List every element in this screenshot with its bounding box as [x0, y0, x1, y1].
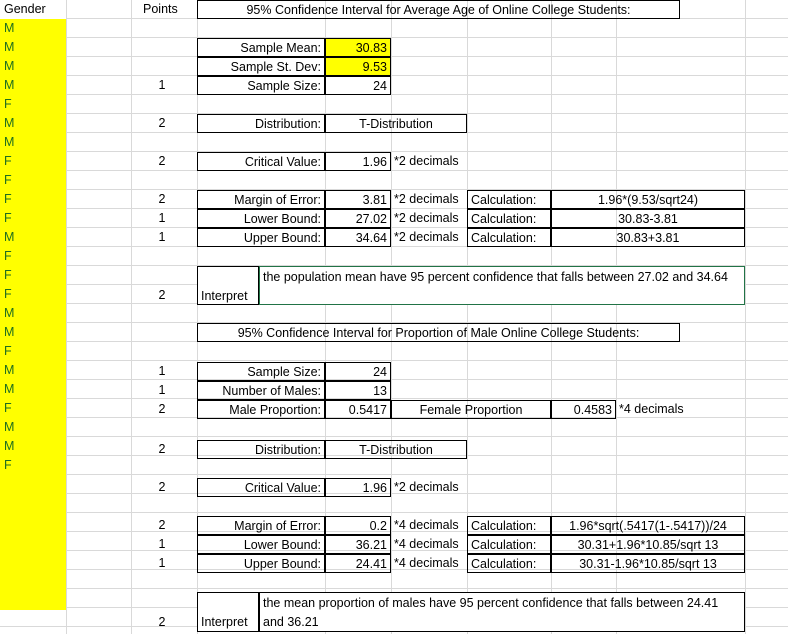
- upper-bound-value[interactable]: 24.41: [325, 554, 391, 573]
- gender-cell[interactable]: M: [0, 437, 66, 456]
- distribution-value[interactable]: T-Distribution: [325, 440, 467, 459]
- gridline: [745, 0, 746, 634]
- upper-bound-label[interactable]: Upper Bound:: [197, 228, 325, 247]
- sample-size-value[interactable]: 24: [325, 76, 391, 95]
- distribution-label[interactable]: Distribution:: [197, 114, 325, 133]
- gender-cell[interactable]: [0, 475, 66, 494]
- female-proportion-value[interactable]: 0.4583: [551, 400, 616, 419]
- male-proportion-value[interactable]: 0.5417: [325, 400, 391, 419]
- gridline: [66, 0, 67, 634]
- interpret-label[interactable]: Interpret: [197, 266, 259, 305]
- margin-of-error-value[interactable]: 0.2: [325, 516, 391, 535]
- gender-cell[interactable]: F: [0, 399, 66, 418]
- gender-cell[interactable]: M: [0, 19, 66, 38]
- gridline: [0, 588, 788, 589]
- gridline: [0, 94, 788, 95]
- margin-of-error-label[interactable]: Margin of Error:: [197, 190, 325, 209]
- distribution-value[interactable]: T-Distribution: [325, 114, 467, 133]
- sample-size-value[interactable]: 24: [325, 362, 391, 381]
- margin-of-error-label[interactable]: Margin of Error:: [197, 516, 325, 535]
- points-cell[interactable]: 2: [158, 402, 166, 416]
- calculation-label[interactable]: Calculation:: [467, 228, 551, 247]
- decimals-note[interactable]: *2 decimals: [394, 192, 459, 206]
- gridline: [0, 474, 788, 475]
- points-header[interactable]: Points: [143, 2, 178, 16]
- points-cell[interactable]: 2: [158, 615, 166, 629]
- lower-bound-label[interactable]: Lower Bound:: [197, 535, 325, 554]
- calculation-label[interactable]: Calculation:: [467, 535, 551, 554]
- points-cell[interactable]: 1: [158, 230, 166, 244]
- points-cell[interactable]: 2: [158, 518, 166, 532]
- points-cell[interactable]: 2: [158, 288, 166, 302]
- upper-bound-value[interactable]: 34.64: [325, 228, 391, 247]
- gender-cell[interactable]: F: [0, 342, 66, 361]
- decimals-note[interactable]: *2 decimals: [394, 480, 459, 494]
- decimals-note[interactable]: *4 decimals: [394, 537, 459, 551]
- proportion-section-title[interactable]: 95% Confidence Interval for Proportion of Male Online College Students:: [197, 323, 680, 342]
- gender-cell[interactable]: [0, 532, 66, 551]
- gender-cell[interactable]: M: [0, 38, 66, 57]
- gender-header[interactable]: Gender: [0, 0, 66, 19]
- gridline: [0, 75, 788, 76]
- points-cell[interactable]: 1: [158, 211, 166, 225]
- upper-bound-label[interactable]: Upper Bound:: [197, 554, 325, 573]
- decimals-note[interactable]: *4 decimals: [394, 556, 459, 570]
- sample-mean-label[interactable]: Sample Mean:: [197, 38, 325, 57]
- gender-cell[interactable]: M: [0, 304, 66, 323]
- sample-sd-label[interactable]: Sample St. Dev:: [197, 57, 325, 76]
- gender-cell[interactable]: F: [0, 456, 66, 475]
- decimals-note[interactable]: *4 decimals: [619, 402, 684, 416]
- gridline: [0, 360, 788, 361]
- calculation-formula[interactable]: 30.31+1.96*10.85/sqrt 13: [551, 535, 745, 554]
- calculation-formula[interactable]: 30.31-1.96*10.85/sqrt 13: [551, 554, 745, 573]
- decimals-note[interactable]: *2 decimals: [394, 230, 459, 244]
- interpret-label[interactable]: Interpret: [197, 592, 259, 632]
- gender-cell[interactable]: [0, 589, 66, 610]
- interpret-text[interactable]: the mean proportion of males have 95 percent confidence that falls between 24.41 and 36.21: [259, 592, 745, 632]
- gender-cell[interactable]: M: [0, 418, 66, 437]
- gender-cell[interactable]: F: [0, 171, 66, 190]
- gridline: [0, 398, 788, 399]
- critical-value[interactable]: 1.96: [325, 152, 391, 171]
- number-of-males-label[interactable]: Number of Males:: [197, 381, 325, 400]
- gridline: [0, 56, 788, 57]
- gender-cell[interactable]: M: [0, 76, 66, 95]
- gridline: [0, 512, 788, 513]
- sample-size-label[interactable]: Sample Size:: [197, 362, 325, 381]
- sample-mean-value[interactable]: 30.83: [325, 38, 391, 57]
- gridline: [0, 436, 788, 437]
- gridline: [131, 0, 132, 634]
- points-cell[interactable]: 1: [158, 537, 166, 551]
- points-cell[interactable]: 1: [158, 364, 166, 378]
- gender-cell[interactable]: F: [0, 209, 66, 228]
- calculation-label[interactable]: Calculation:: [467, 516, 551, 535]
- gender-cell[interactable]: M: [0, 228, 66, 247]
- gender-cell[interactable]: M: [0, 323, 66, 342]
- calculation-label[interactable]: Calculation:: [467, 209, 551, 228]
- gender-cell[interactable]: M: [0, 57, 66, 76]
- calculation-formula[interactable]: 30.83+3.81: [551, 228, 745, 247]
- critical-value[interactable]: 1.96: [325, 478, 391, 497]
- gender-cell[interactable]: [0, 513, 66, 532]
- number-of-males-value[interactable]: 13: [325, 381, 391, 400]
- gender-cell[interactable]: M: [0, 133, 66, 152]
- lower-bound-label[interactable]: Lower Bound:: [197, 209, 325, 228]
- lower-bound-value[interactable]: 27.02: [325, 209, 391, 228]
- sample-sd-value[interactable]: 9.53: [325, 57, 391, 76]
- gender-cell[interactable]: F: [0, 152, 66, 171]
- gender-cell[interactable]: F: [0, 95, 66, 114]
- calculation-label[interactable]: Calculation:: [467, 554, 551, 573]
- gender-cell[interactable]: F: [0, 247, 66, 266]
- male-proportion-label[interactable]: Male Proportion:: [197, 400, 325, 419]
- gridline: [0, 379, 788, 380]
- gender-cell[interactable]: M: [0, 380, 66, 399]
- gender-cell[interactable]: [0, 494, 66, 513]
- lower-bound-value[interactable]: 36.21: [325, 535, 391, 554]
- points-cell[interactable]: 2: [158, 154, 166, 168]
- gender-cell[interactable]: [0, 551, 66, 570]
- interpret-text[interactable]: the population mean have 95 percent confidence that falls between 27.02 and 34.64: [259, 266, 745, 305]
- decimals-note[interactable]: *4 decimals: [394, 518, 459, 532]
- sample-size-label[interactable]: Sample Size:: [197, 76, 325, 95]
- female-proportion-label[interactable]: Female Proportion: [391, 400, 551, 419]
- gender-cell[interactable]: F: [0, 285, 66, 304]
- margin-of-error-value[interactable]: 3.81: [325, 190, 391, 209]
- gender-cell[interactable]: F: [0, 266, 66, 285]
- gridline: [0, 37, 788, 38]
- critical-value-label[interactable]: Critical Value:: [197, 478, 325, 497]
- decimals-note[interactable]: *2 decimals: [394, 154, 459, 168]
- gender-cell[interactable]: M: [0, 361, 66, 380]
- points-cell[interactable]: 1: [158, 383, 166, 397]
- points-cell[interactable]: 2: [158, 442, 166, 456]
- decimals-note[interactable]: *2 decimals: [394, 211, 459, 225]
- gender-cell[interactable]: F: [0, 190, 66, 209]
- calculation-label[interactable]: Calculation:: [467, 190, 551, 209]
- points-cell[interactable]: 1: [158, 78, 166, 92]
- calculation-formula[interactable]: 1.96*sqrt(.5417(1-.5417))/24: [551, 516, 745, 535]
- calculation-formula[interactable]: 30.83-3.81: [551, 209, 745, 228]
- critical-value-label[interactable]: Critical Value:: [197, 152, 325, 171]
- mean-section-title[interactable]: 95% Confidence Interval for Average Age of Online College Students:: [197, 0, 680, 19]
- distribution-label[interactable]: Distribution:: [197, 440, 325, 459]
- points-cell[interactable]: 1: [158, 556, 166, 570]
- points-cell[interactable]: 2: [158, 116, 166, 130]
- gender-cell[interactable]: [0, 570, 66, 589]
- gender-cell[interactable]: M: [0, 114, 66, 133]
- points-cell[interactable]: 2: [158, 192, 166, 206]
- points-cell[interactable]: 2: [158, 480, 166, 494]
- calculation-formula[interactable]: 1.96*(9.53/sqrt24): [551, 190, 745, 209]
